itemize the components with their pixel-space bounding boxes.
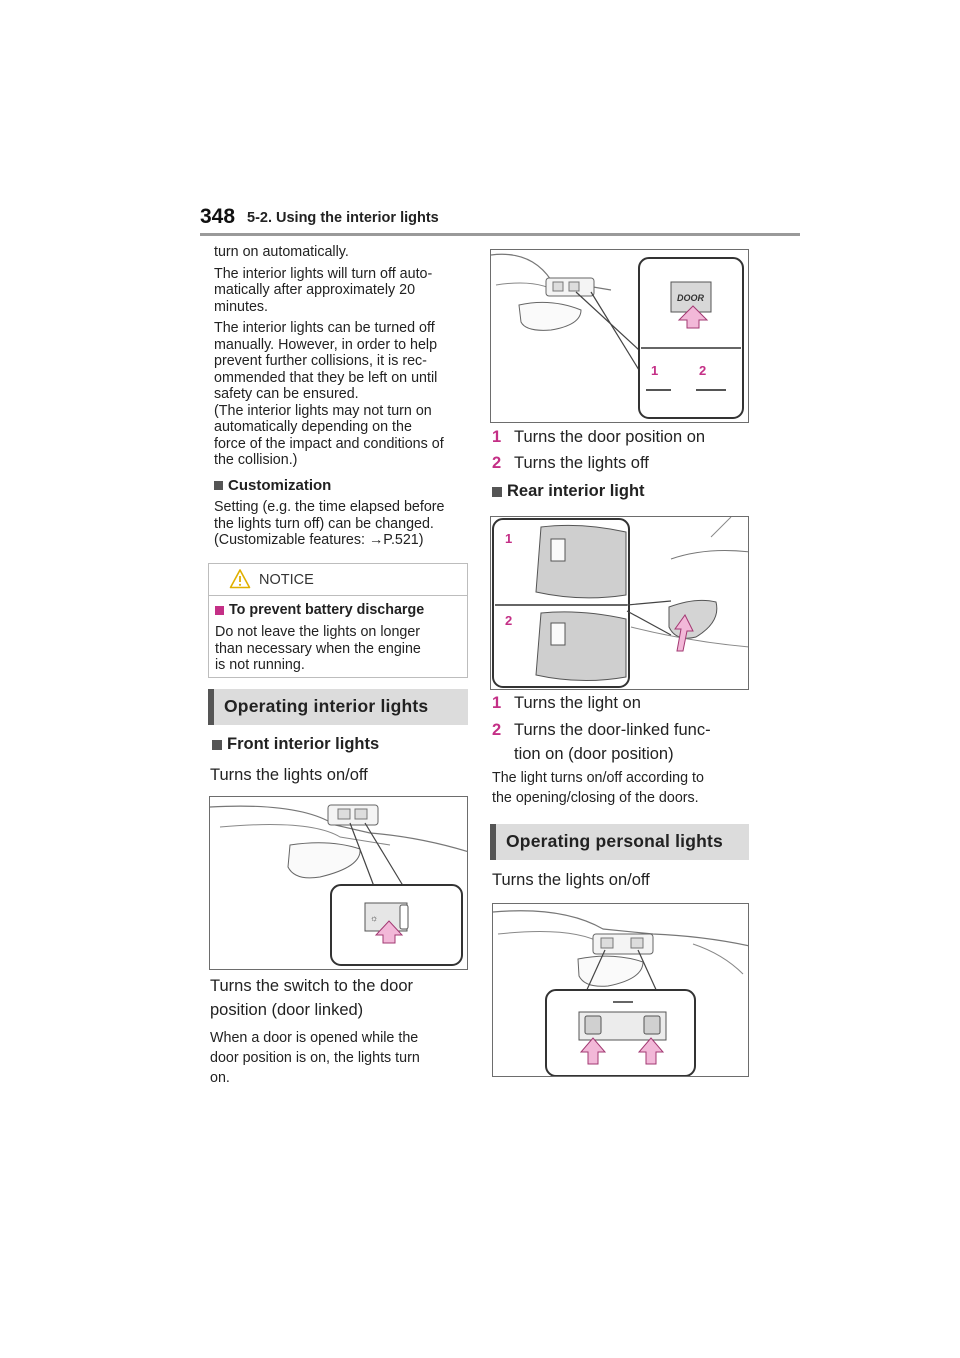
fig2-label-2: 2 [505, 613, 513, 628]
notice-header [209, 564, 467, 596]
line: Turns the switch to the door [210, 977, 413, 995]
figure-personal-lights [492, 903, 749, 1077]
step-1-light-on [492, 694, 641, 713]
figure-front-switch-door [490, 249, 749, 423]
line: manually. However, in order to help [214, 336, 438, 353]
line: Do not leave the lights on longer [215, 624, 421, 640]
line: ommended that they be left on until [214, 369, 438, 386]
front-title: Front interior lights [227, 735, 380, 753]
line: force of the impact and conditions of [214, 435, 444, 452]
line: is not running. [215, 657, 305, 673]
line: the lights turn off) can be changed. [214, 515, 434, 532]
step-text: Turns the door position on [514, 428, 706, 446]
step-text: Turns the light on [514, 694, 641, 712]
step-text-continued: tion on (door position) [514, 745, 674, 763]
step-2-lights-off [492, 454, 649, 473]
door-note [210, 1028, 420, 1088]
square-bullet-icon [215, 606, 224, 615]
line: the opening/closing of the doors. [492, 790, 699, 806]
step-number: 1 [492, 428, 502, 446]
rear-note [492, 768, 704, 808]
customization-heading [214, 478, 474, 495]
customization-title: Customization [228, 476, 332, 494]
para-turn-on: turn on automatically. [214, 244, 349, 260]
line: on. [210, 1070, 230, 1086]
intro-text [214, 244, 474, 549]
front-interior-heading [212, 735, 379, 754]
line: safety can be ensured. [214, 386, 359, 402]
line: position (door linked) [210, 1001, 364, 1019]
step-number: 2 [492, 721, 502, 739]
fig2-label-1: 1 [505, 531, 513, 546]
door-position-text [210, 974, 413, 1022]
section-title: 5-2. Using the interior lights [247, 210, 439, 226]
square-bullet-icon [214, 481, 223, 490]
figure-rear-light [490, 516, 749, 690]
line: The light turns on/off according to [492, 770, 704, 786]
notice-title [215, 602, 467, 618]
line: When a door is opened while the [210, 1030, 419, 1046]
rear-title: Rear interior light [507, 482, 645, 500]
notice-body [209, 596, 467, 674]
notice-text [215, 624, 467, 674]
rear-light-illustration [491, 517, 749, 690]
step-text: Turns the door-linked func- [514, 721, 711, 739]
page-number: 348 [200, 205, 236, 228]
line: automatically depending on the [214, 419, 412, 435]
figure-front-lights [209, 796, 468, 970]
notice-label: NOTICE [259, 572, 314, 588]
front-switch-illustration [491, 250, 749, 423]
square-bullet-icon [492, 487, 502, 497]
step-number: 1 [492, 694, 502, 712]
fig1-label-2: 2 [699, 363, 707, 378]
step-1-door-on [492, 428, 705, 447]
band-title: Operating interior lights [224, 696, 429, 716]
line: minutes. [214, 298, 269, 315]
line: door position is on, the lights turn [210, 1050, 420, 1066]
step-text: Turns the lights off [514, 454, 649, 472]
personal-lights-illustration [493, 904, 749, 1077]
rear-interior-heading [492, 482, 645, 501]
line: matically after approximately 20 [214, 282, 416, 298]
front-instruction: Turns the lights on/off [210, 766, 368, 784]
section-band-interior [208, 689, 468, 725]
notice-box [208, 563, 468, 678]
line: the collision.) [214, 452, 298, 468]
line[interactable]: (Customizable features: →P.521) [214, 532, 424, 548]
personal-instruction: Turns the lights on/off [492, 871, 650, 889]
front-lights-illustration [210, 797, 468, 970]
door-label: DOOR [677, 293, 704, 303]
svg-text:☼: ☼ [370, 913, 379, 923]
line: The interior lights can be turned off [214, 320, 435, 336]
para-manual-off [214, 320, 474, 469]
line: (The interior lights may not turn on [214, 402, 432, 419]
page-header [200, 205, 800, 235]
step-2-door-linked [492, 718, 711, 766]
band-title: Operating personal lights [506, 831, 723, 851]
section-band-personal [490, 824, 749, 860]
line: The interior lights will turn off auto- [214, 265, 433, 282]
para-auto-off [214, 266, 474, 316]
para-customization [214, 499, 474, 549]
line: Setting (e.g. the time elapsed before [214, 499, 445, 515]
square-bullet-icon [212, 740, 222, 750]
line: prevent further collisions, it is rec- [214, 353, 427, 369]
line: than necessary when the engine [215, 640, 421, 657]
fig1-label-1: 1 [651, 363, 659, 378]
header-rule [200, 233, 800, 236]
notice-title-text: To prevent battery discharge [229, 602, 425, 618]
warning-icon [229, 568, 251, 590]
step-number: 2 [492, 454, 502, 472]
